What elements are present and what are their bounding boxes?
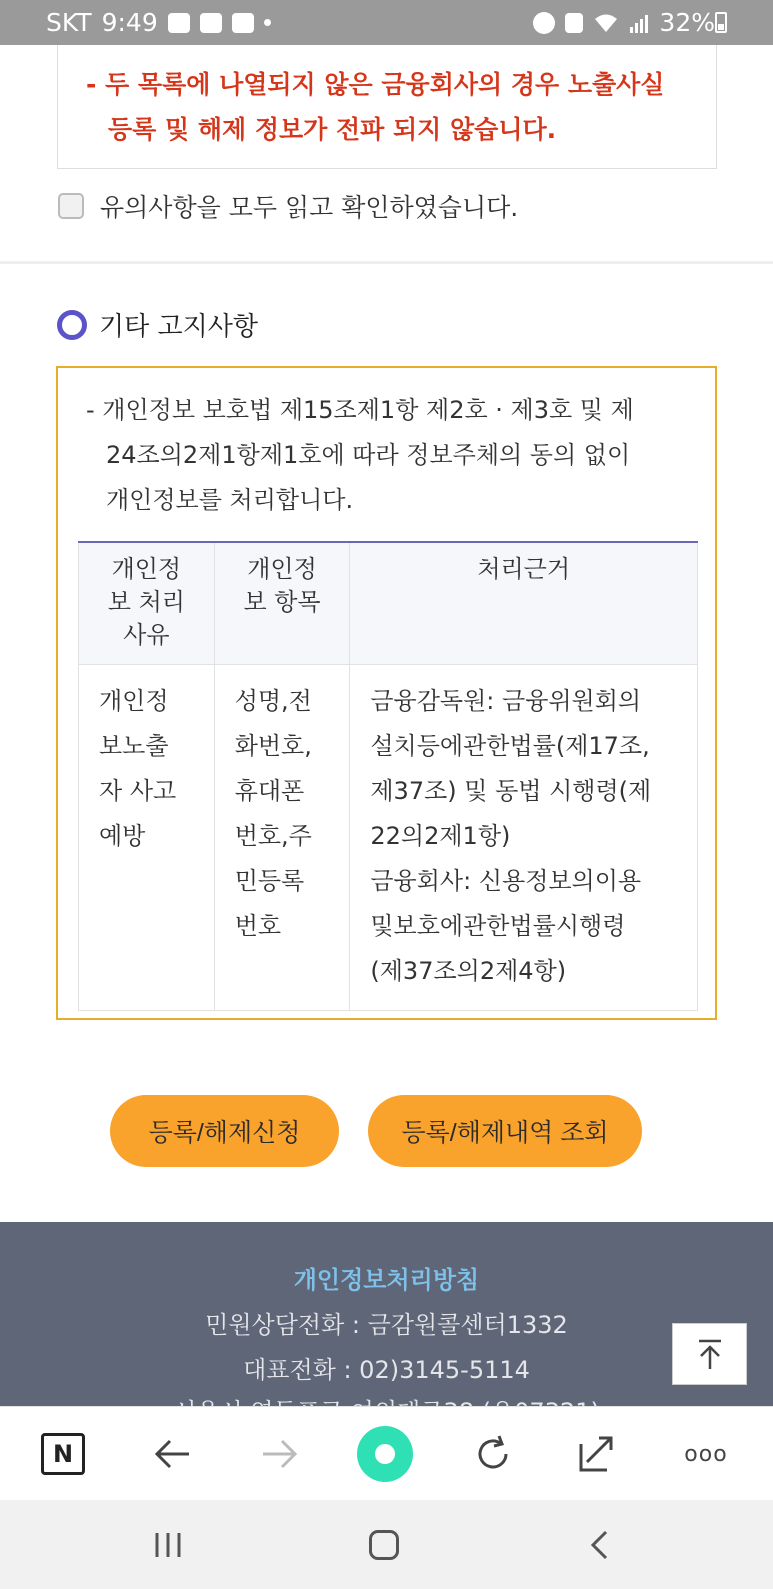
system-nav-bar — [0, 1500, 773, 1589]
privacy-policy-link[interactable]: 개인정보처리방침 — [293, 1266, 480, 1294]
header-line: 보 항목 — [243, 588, 321, 616]
recent-apps-icon — [152, 1531, 184, 1559]
cell-line: 금융회사: 신용정보의이용 — [370, 866, 642, 895]
forward-button[interactable] — [254, 1407, 304, 1501]
more-icon: ooo — [684, 1441, 728, 1467]
back-arrow-icon — [153, 1437, 193, 1471]
system-back-icon — [588, 1529, 612, 1561]
processing-table — [78, 541, 698, 1011]
alarm-icon — [533, 12, 555, 34]
header-line: 처리근거 — [477, 555, 571, 583]
notice-line: 등록 및 해제 정보가 전파 되지 않습니다. — [108, 115, 557, 144]
header-line: 사유 — [123, 621, 170, 649]
chat-icon — [168, 13, 190, 33]
cell-line: 민등록 — [234, 866, 305, 895]
cell-basis — [350, 664, 698, 1010]
header-reason — [79, 542, 215, 664]
system-home-icon — [369, 1530, 399, 1560]
paragraph-line: 개인정보를 처리합니다. — [106, 486, 354, 514]
header-items — [214, 542, 350, 664]
cell-line: 성명,전 — [234, 686, 312, 715]
browser-toolbar — [0, 1406, 773, 1500]
footer — [0, 1222, 773, 1406]
system-back-button[interactable] — [580, 1500, 620, 1589]
dot-icon — [264, 19, 271, 26]
section-header — [57, 306, 258, 343]
cell-line: 설치등에관한법률(제17조, — [370, 731, 650, 760]
clock-label: 9:49 — [101, 8, 158, 37]
battery-percent: 32% — [659, 8, 715, 37]
share-icon — [577, 1434, 617, 1474]
signal-icon — [629, 13, 649, 33]
home-button[interactable] — [354, 1407, 416, 1501]
cell-line: 제37조) 및 동법 시행령(제 — [370, 776, 652, 805]
naver-button[interactable] — [38, 1407, 88, 1501]
header-basis — [350, 542, 698, 664]
wifi-icon — [593, 12, 619, 34]
cell-line: 및보호에관한법률시행령 — [370, 911, 626, 940]
history-lookup-button[interactable]: 등록/해제내역 조회 — [368, 1095, 642, 1167]
cell-line: 화번호, — [234, 731, 312, 760]
refresh-icon — [472, 1433, 514, 1475]
notice-text — [86, 62, 696, 152]
cell-line: 번호,주 — [234, 821, 312, 850]
agree-label[interactable]: 유의사항을 모두 읽고 확인하였습니다. — [100, 193, 519, 222]
home-circle-icon — [357, 1426, 413, 1482]
paragraph-line: 24조의2제1항제1호에 따라 정보주체의 동의 없이 — [106, 441, 631, 469]
cell-reason — [79, 664, 215, 1010]
cell-line: 22의2제1항) — [370, 821, 511, 850]
header-line: 개인정 — [247, 555, 317, 583]
carrier-label: SKT — [46, 8, 92, 37]
more-button[interactable] — [676, 1407, 736, 1501]
refresh-button[interactable] — [468, 1407, 518, 1501]
status-bar — [0, 0, 773, 45]
cell-line: (제37조의2제4항) — [370, 956, 567, 985]
footer-main-phone: 대표전화 : 02)3145-5114 — [243, 1356, 530, 1384]
agree-checkbox[interactable] — [58, 193, 84, 219]
cell-line: 휴대폰 — [234, 776, 305, 805]
cell-line: 개인정 — [99, 686, 169, 715]
ring-bullet-icon — [57, 310, 87, 340]
cell-line: 자 사고 — [99, 776, 177, 805]
arrow-up-icon — [693, 1337, 727, 1371]
scroll-top-button[interactable] — [672, 1323, 747, 1385]
cell-line: 번호 — [234, 911, 282, 940]
recent-apps-button[interactable] — [148, 1500, 188, 1589]
section-title: 기타 고지사항 — [99, 312, 258, 342]
forward-arrow-icon — [259, 1437, 299, 1471]
header-line: 보 처리 — [107, 588, 185, 616]
naver-letter: N — [52, 1440, 74, 1468]
header-line: 개인정 — [111, 555, 182, 583]
table-row — [79, 664, 698, 1010]
share-button[interactable] — [572, 1407, 622, 1501]
cell-line: 예방 — [99, 821, 146, 850]
naver-icon — [41, 1433, 85, 1475]
ki-icon — [232, 13, 254, 33]
paragraph-line: - 개인정보 보호법 제15조제1항 제2호 · 제3호 및 제 — [86, 396, 634, 424]
back-button[interactable] — [148, 1407, 198, 1501]
cell-items — [214, 664, 350, 1010]
system-home-button[interactable] — [364, 1500, 404, 1589]
table-header-row — [79, 542, 698, 664]
agree-row[interactable] — [58, 188, 518, 224]
w-app-icon — [200, 13, 222, 33]
battery-icon — [715, 12, 727, 33]
register-cancel-button[interactable]: 등록/해제신청 — [110, 1095, 339, 1167]
cell-line: 보노출 — [99, 731, 169, 760]
mute-icon — [565, 13, 583, 33]
notice-line: - 두 목록에 나열되지 않은 금융회사의 경우 노출사실 — [86, 70, 665, 99]
legal-paragraph — [86, 388, 686, 523]
footer-call-center: 민원상담전화 : 금감원콜센터1332 — [205, 1311, 568, 1339]
cell-line: 금융감독원: 금융위원회의 — [370, 686, 642, 715]
section-divider — [0, 261, 773, 264]
